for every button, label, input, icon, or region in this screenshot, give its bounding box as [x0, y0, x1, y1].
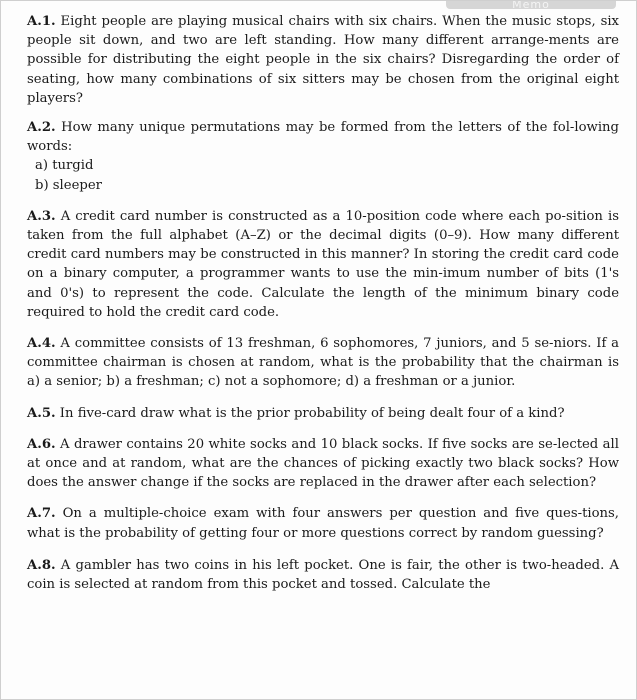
problem-text: A credit card number is constructed as a 10-position code where each po-sition is taken from the full alphabet (A–Z) or the decimal digits (0–9). How many different credit card numbers may be constructed in this manner? In storing the credit card code on a binary computer, a programmer wants to use the min-imum number of bits (1's and 0's) to represent the code. Calculate the length of the minimum binary code required to hold the credit card code. [27, 208, 619, 320]
problem-number: A.3. [27, 208, 56, 224]
problem-text: How many unique permutations may be formed from the letters of the fol-lowing words: [27, 120, 619, 155]
problem-a8 [27, 556, 619, 594]
problem-number: A.2. [27, 120, 56, 136]
problem-number: A.5. [27, 405, 56, 421]
problem-list [27, 12, 619, 594]
problem-a2 [27, 118, 619, 156]
problem-text: A drawer contains 20 white socks and 10 black socks. If five socks are se-lected all at once and at random, what are the chances of picking exactly two black socks? How does the answer change if the socks are replaced in the drawer after each selection? [27, 436, 619, 491]
problem-number: A.4. [27, 336, 56, 352]
problem-number: A.6. [27, 436, 56, 452]
problem-number: A.8. [27, 557, 56, 573]
problem-a3 [27, 207, 619, 322]
problem-a6 [27, 435, 619, 493]
problem-text: A gambler has two coins in his left pocket. One is fair, the other is two-headed. A coin is selected at random from this pocket and tossed. Calculate the [27, 557, 619, 593]
header-tab: Memo [446, 0, 616, 9]
problem-number: A.7. [27, 506, 56, 522]
problem-a7 [27, 504, 619, 542]
list-item: a) turgid [35, 158, 94, 174]
problem-text: Eight people are playing musical chairs with six chairs. When the music stops, six people sit down, and two are left standing. How many different arrange-ments are possible for distributing the eight people in the six chairs? Disregarding the order of seating, how many combinations of six sitters may be chosen from the original eight players? [27, 14, 619, 106]
problem-a5 [27, 404, 619, 423]
problem-a2-items [27, 156, 619, 194]
problem-text: On a multiple-choice exam with four answers per question and five ques-tions, what is the probability of getting four or more questions correct by random guessing? [27, 506, 619, 541]
problem-text: A committee consists of 13 freshman, 6 sophomores, 7 juniors, and 5 se-niors. If a committee chairman is chosen at random, what is the probability that the chairman is a) a senior; b) a freshman; c) not a sophomore; d) a freshman or a junior. [27, 336, 619, 390]
list-item: b) sleeper [35, 177, 102, 193]
problem-number: A.1. [27, 14, 56, 29]
problem-a1 [27, 12, 619, 108]
problem-a4 [27, 334, 619, 392]
problem-text: In five-card draw what is the prior probability of being dealt four of a kind? [59, 405, 565, 421]
